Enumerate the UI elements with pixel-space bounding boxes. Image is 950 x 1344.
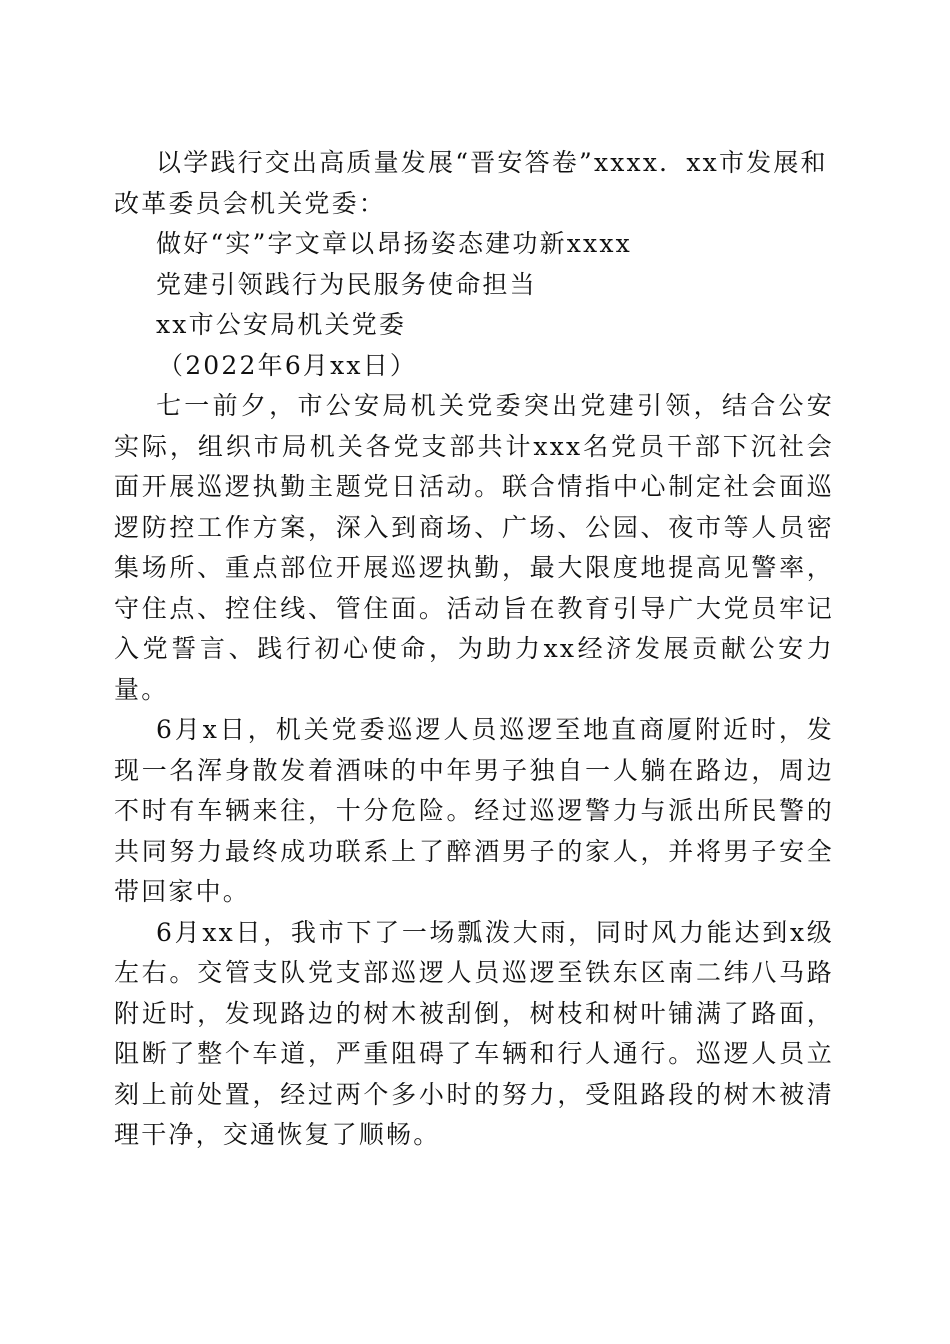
author-line: xx市公安局机关党委 xyxy=(156,310,407,339)
document-body xyxy=(114,143,834,1156)
subtitle-line: 做好“实”字文章以昂扬姿态建功新xxxx xyxy=(156,229,632,258)
body-paragraph-3: 6月xx日，我市下了一场瓢泼大雨，同时风力能达到x级左右。交管支队党支部巡逻人员巡逻至铁东区南二纬八马路附近时，发现路边的树木被刮倒，树枝和树叶铺满了路面，阻断了整个车道，严重阻碍了车辆和行人通行。巡逻人员立刻上前处置，经过两个多小时的努力，受阻路段的树木被清理干净，交通恢复了顺畅。 xyxy=(114,917,834,1149)
date-line: （2022年6月xx日） xyxy=(158,350,418,380)
subtitle-theme: 党建引领践行为民服务使命担当 xyxy=(156,269,537,299)
body-paragraph-2: 6月x日，机关党委巡逻人员巡逻至地直商厦附近时，发现一名浑身散发着酒味的中年男子独自一人躺在路边，周边不时有车辆来往，十分危险。经过巡逻警力与派出所民警的共同努力最终成功联系上了醉酒男子的家人，并将男子安全带回家中。 xyxy=(114,715,834,906)
title-line-1: 以学践行交出高质量发展“晋安答卷”xxxx．xx市发展和 xyxy=(156,148,828,177)
title-line-2: 改革委员会机关党委： xyxy=(114,188,387,218)
body-paragraph-1: 七一前夕，市公安局机关党委突出党建引领，结合公安实际，组织市局机关各党支部共计xxx名党员干部下沉社会面开展巡逻执勤主题党日活动。联合情指中心制定社会面巡逻防控工作方案，深入到商场、广场、公园、夜市等人员密集场所、重点部位开展巡逻执勤，最大限度地提高见警率，守住点、控住线、管住面。活动旨在教育引导广大党员牢记入党誓言、践行初心使命，为助力xx经济发展贡献公安力量。 xyxy=(114,391,834,704)
